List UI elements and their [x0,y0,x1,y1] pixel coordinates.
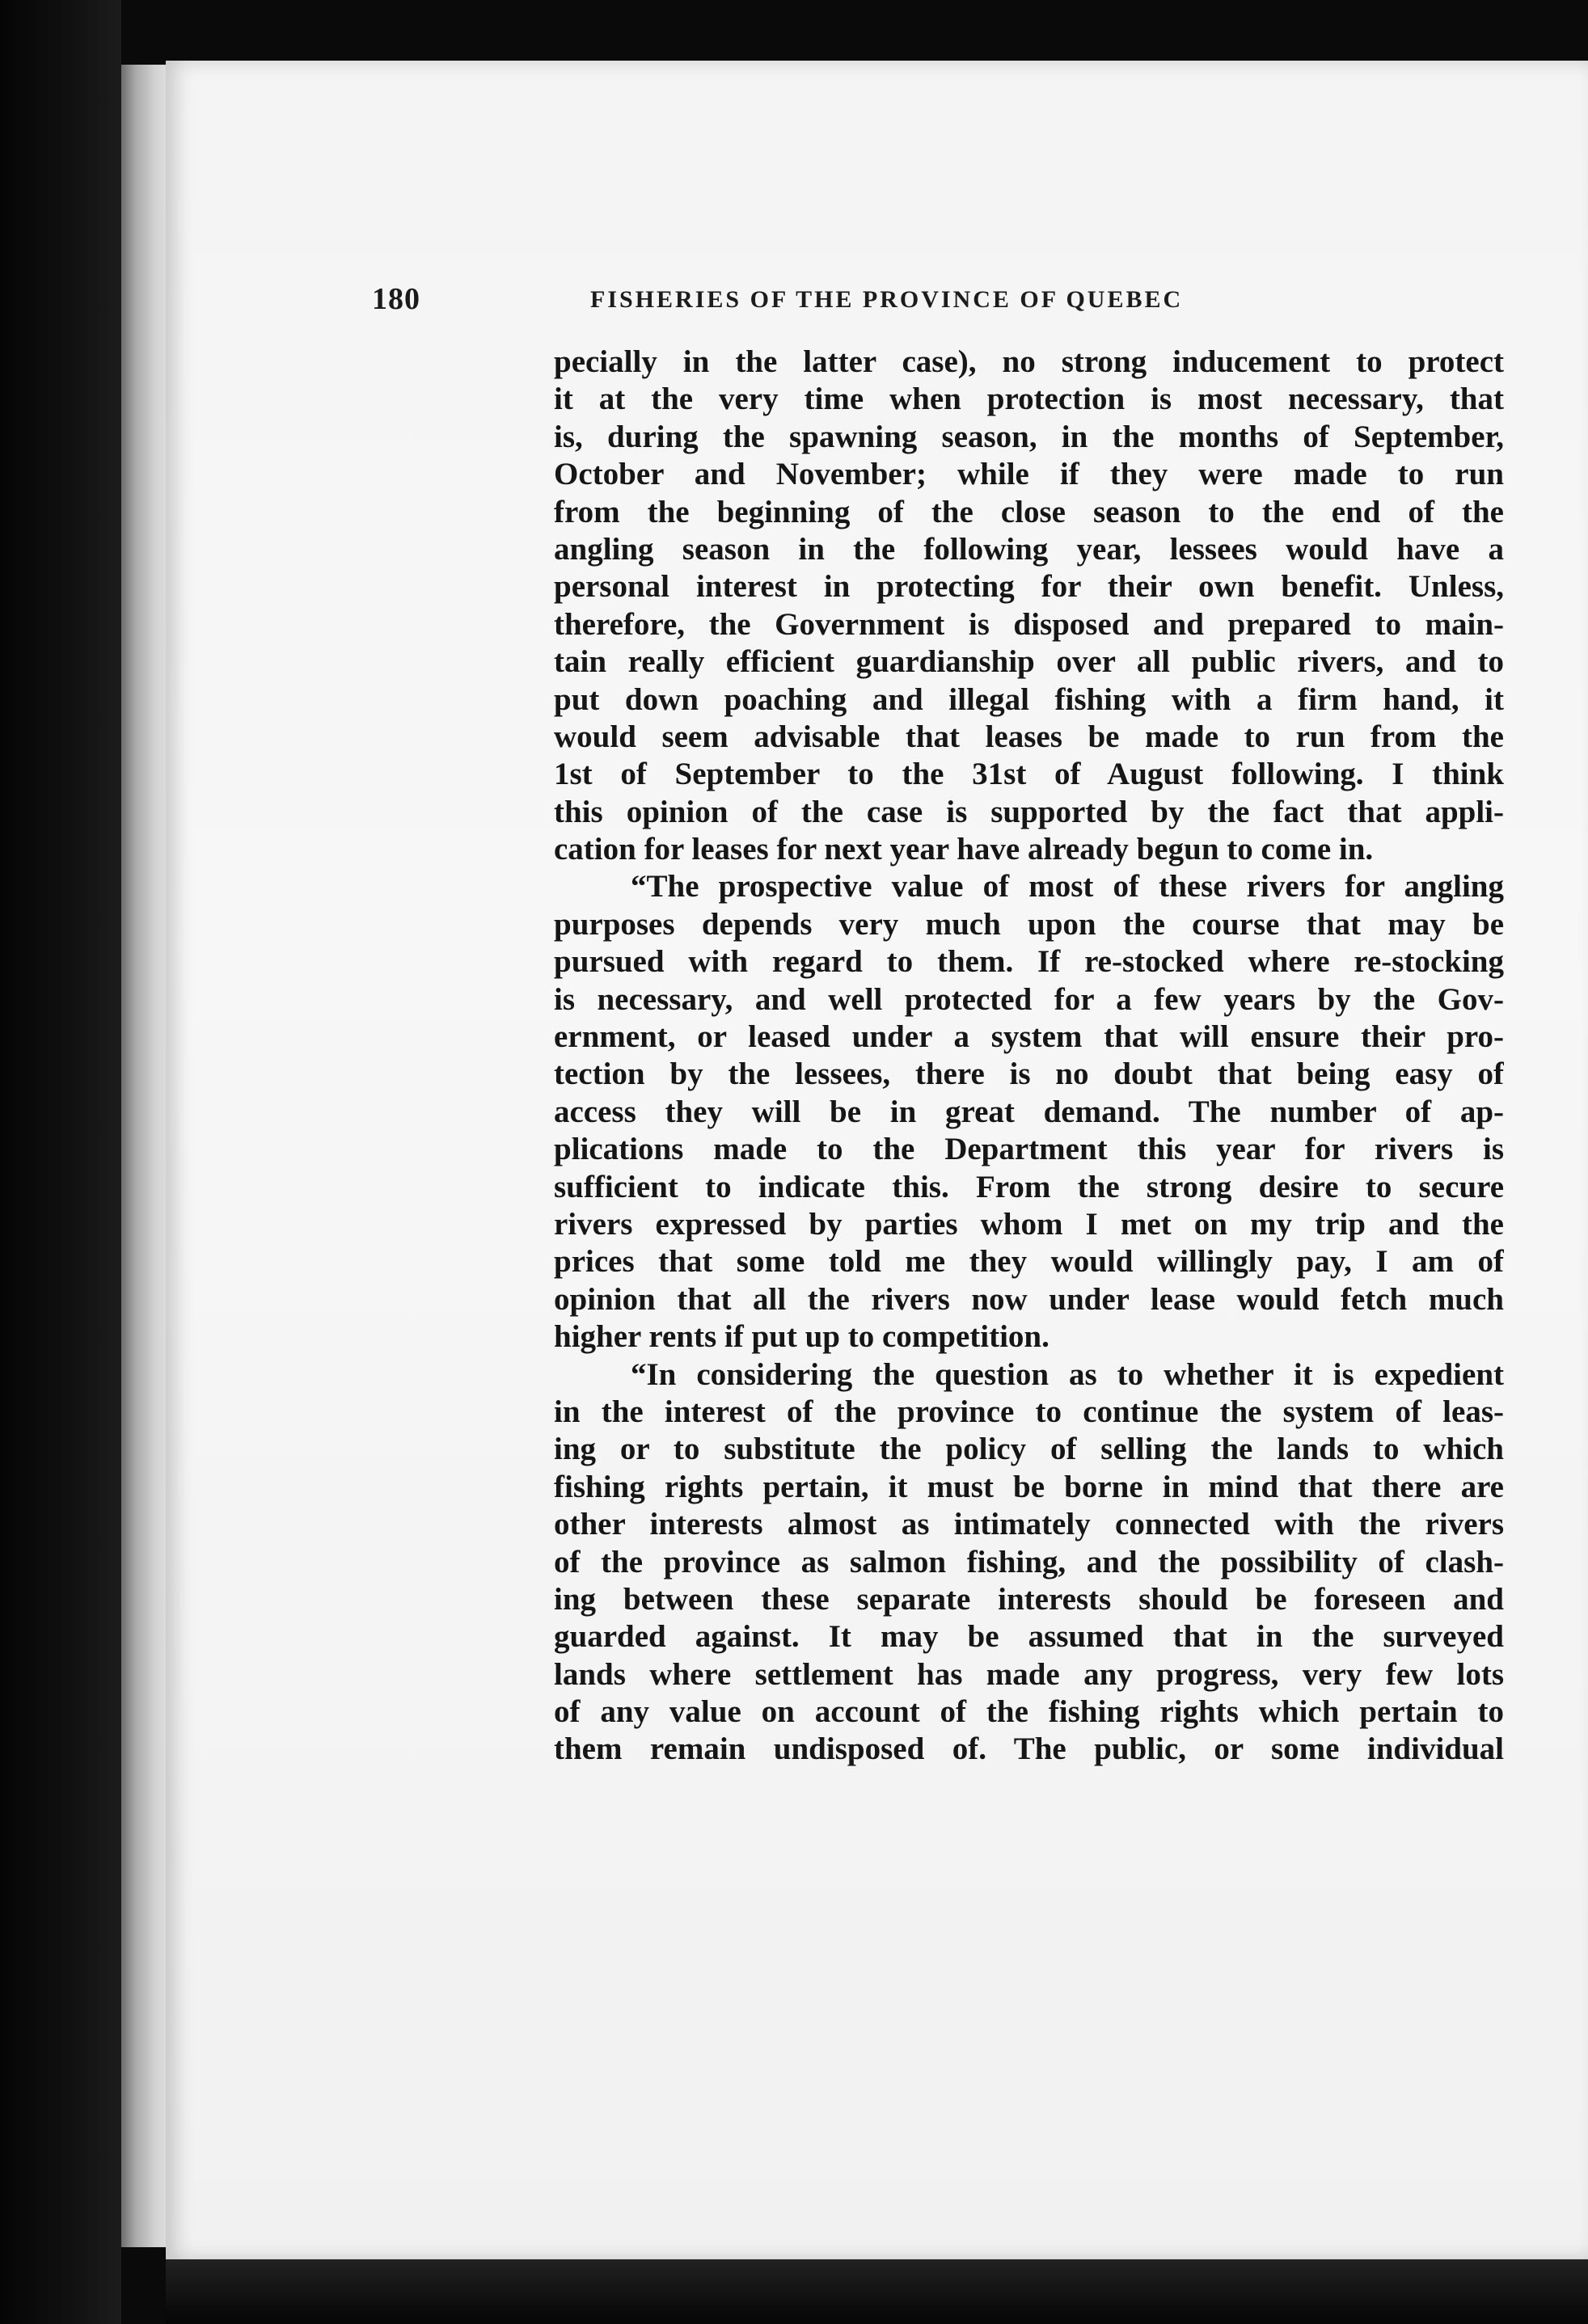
paragraph-start-line: “The prospective value of most of these rivers for angling [631,869,1504,905]
text-line: access they will be in great demand. The number of ap- [554,1094,1504,1129]
scan-dark-margin [0,0,121,2324]
text-line: tain really efficient guardianship over all public rivers, and to [554,644,1504,680]
text-line: in the interest of the province to continue the system of leas- [554,1394,1504,1429]
text-line: prices that some told me they would willingly pay, I am of [554,1244,1504,1280]
body-text [554,344,1504,1769]
text-line: tection by the lessees, there is no doubt that being easy of [554,1057,1504,1092]
text-line: from the beginning of the close season to the end of the [554,494,1504,529]
page-number: 180 [372,282,420,316]
text-line: higher rents if put up to competition. [554,1319,1050,1355]
text-line: guarded against. It may be assumed that in the surveyed [554,1619,1504,1655]
text-line: put down poaching and illegal fishing with a firm hand, it [554,681,1504,717]
text-line: 1st of September to the 31st of August following. I think [554,757,1504,792]
text-line: therefore, the Government is disposed and prepared to main- [554,606,1504,642]
text-line: pursued with regard to them. If re-stocked where re-stocking [554,944,1504,980]
text-line: of any value on account of the fishing rights which pertain to [554,1694,1504,1730]
text-line: ing or to substitute the policy of selling the lands to which [554,1432,1504,1467]
text-line: ing between these separate interests should be foreseen and [554,1581,1504,1617]
text-line: of the province as salmon fishing, and the possibility of clash- [554,1544,1504,1580]
text-line: would seem advisable that leases be made to run from the [554,719,1504,754]
paragraph-start-line: “In considering the question as to whether it is expedient [631,1356,1504,1392]
text-line: them remain undisposed of. The public, or some individual [554,1731,1504,1767]
scan-bottom-margin [166,2259,1588,2324]
text-line: is necessary, and well protected for a few years by the Gov- [554,981,1504,1017]
text-line: it at the very time when protection is most necessary, that [554,382,1504,417]
text-line: cation for leases for next year have already begun to come in. [554,832,1374,867]
text-line: pecially in the latter case), no strong inducement to protect [554,344,1504,379]
text-line: ernment, or leased under a system that will ensure their pro- [554,1019,1504,1055]
text-line: lands where settlement has made any progress, very few lots [554,1656,1504,1692]
text-line: sufficient to indicate this. From the strong desire to secure [554,1169,1504,1204]
text-line: angling season in the following year, lessees would have a [554,531,1504,567]
text-line: this opinion of the case is supported by the fact that appli- [554,794,1504,829]
text-line: is, during the spawning season, in the months of September, [554,419,1504,454]
text-line: purposes depends very much upon the course that may be [554,906,1504,942]
text-line: plications made to the Department this year for rivers is [554,1132,1504,1167]
page-header [372,281,1423,320]
text-line: rivers expressed by parties whom I met on my trip and the [554,1206,1504,1242]
running-head: FISHERIES OF THE PROVINCE OF QUEBEC [590,286,1184,313]
text-line: other interests almost as intimately connected with the rivers [554,1507,1504,1542]
text-line: personal interest in protecting for their own benefit. Unless, [554,569,1504,605]
text-line: October and November; while if they were made to run [554,457,1504,492]
text-line: fishing rights pertain, it must be borne in mind that there are [554,1469,1504,1504]
text-line: opinion that all the rivers now under lease would fetch much [554,1281,1504,1317]
